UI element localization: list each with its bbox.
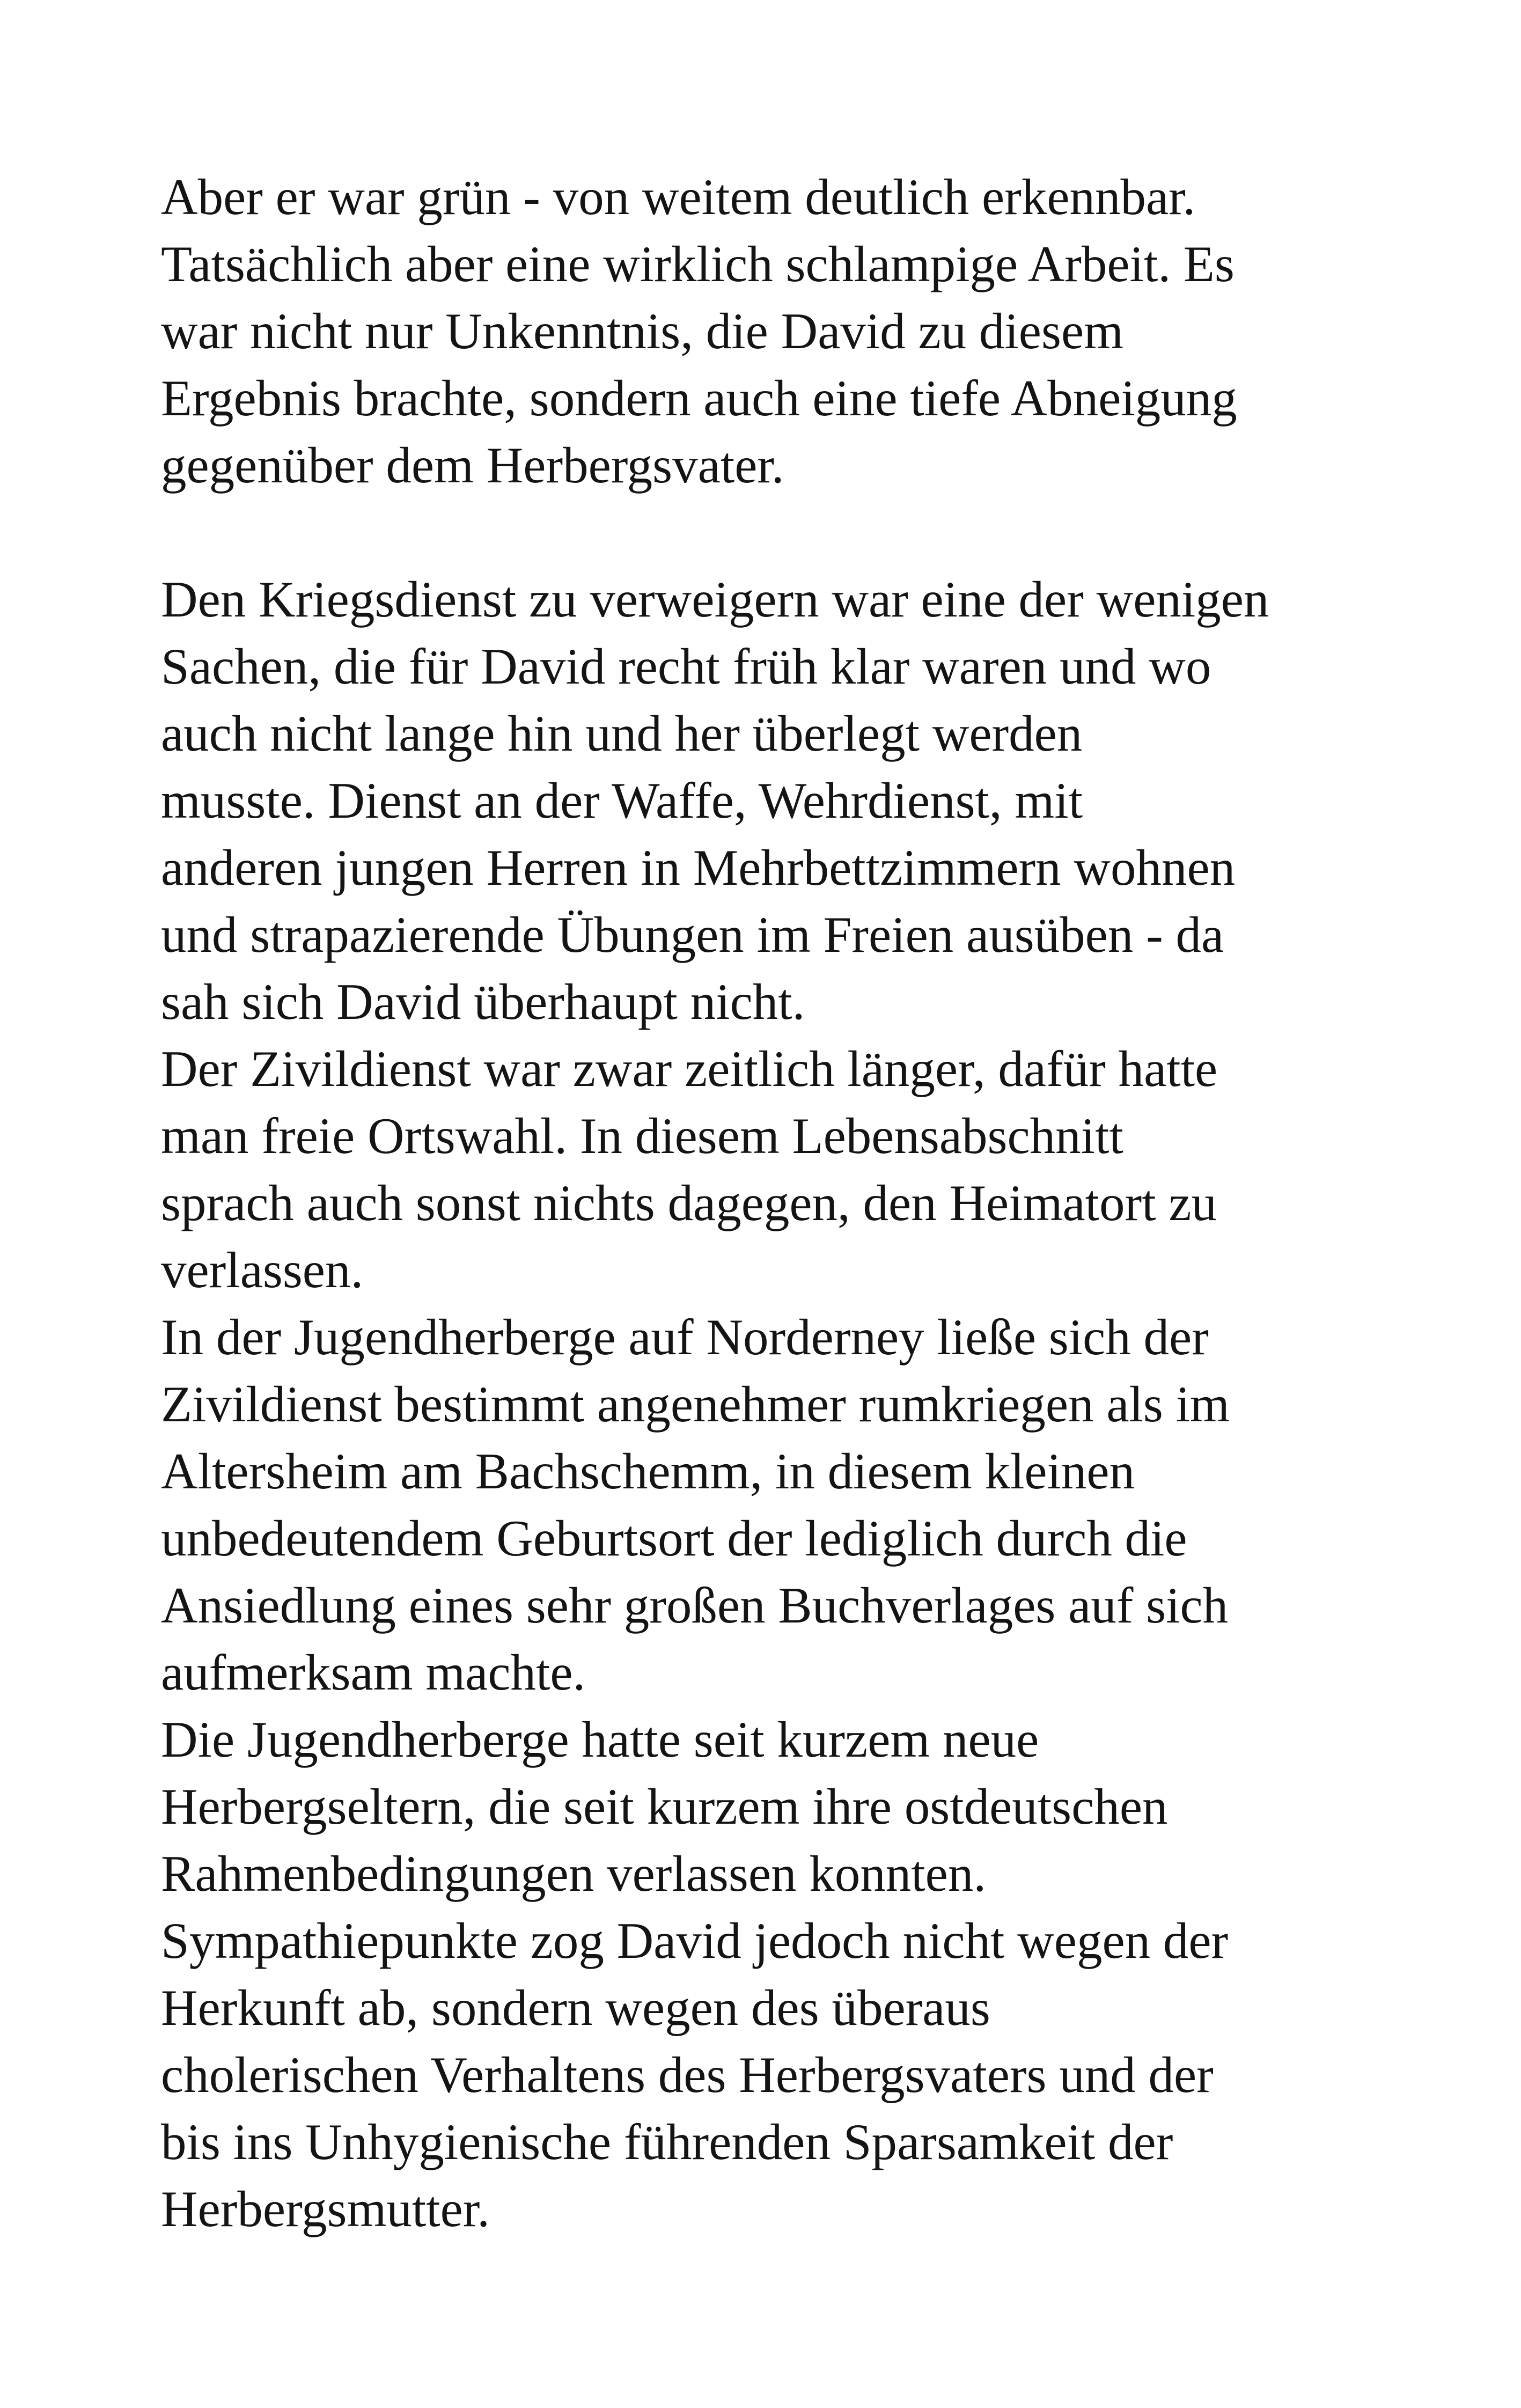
text-line: Ansiedlung eines sehr großen Buchverlages auf sich xyxy=(161,1577,1229,1634)
text-line: Ergebnis brachte, sondern auch eine tiefe Abneigung xyxy=(161,370,1237,427)
text-line: war nicht nur Unkenntnis, die David zu diesem xyxy=(161,303,1124,359)
text-line: Der Zivildienst war zwar zeitlich länger, dafür hatte xyxy=(161,1040,1218,1097)
text-line: Herbergseltern, die seit kurzem ihre ostdeutschen xyxy=(161,1778,1168,1835)
text-line: Den Kriegsdienst zu verweigern war eine der wenigen xyxy=(161,571,1269,628)
text-line: Tatsächlich aber eine wirklich schlampige Arbeit. Es xyxy=(161,236,1235,292)
text-line: gegenüber dem Herbergsvater. xyxy=(161,437,784,494)
paragraph-2 xyxy=(161,566,1384,1036)
text-line: Rahmenbedingungen verlassen konnten. xyxy=(161,1845,987,1902)
text-line: aufmerksam machte. xyxy=(161,1644,586,1701)
text-line: Herbergsmutter. xyxy=(161,2181,490,2237)
text-line: Zivildienst bestimmt angenehmer rumkriegen als im xyxy=(161,1376,1230,1433)
paragraph-5 xyxy=(161,1706,1384,2243)
text-line: Aber er war grün - von weitem deutlich erkennbar. xyxy=(161,168,1196,225)
text-line: Sachen, die für David recht früh klar waren und wo xyxy=(161,638,1211,695)
text-line: In der Jugendherberge auf Norderney ließe sich der xyxy=(161,1309,1209,1365)
paragraph-1 xyxy=(161,164,1384,499)
text-line: sah sich David überhaupt nicht. xyxy=(161,973,805,1030)
paragraph-3 xyxy=(161,1036,1384,1304)
text-line: musste. Dienst an der Waffe, Wehrdienst, mit xyxy=(161,772,1083,829)
text-line: Sympathiepunkte zog David jedoch nicht wegen der xyxy=(161,1912,1229,1969)
text-line: und strapazierende Übungen im Freien ausüben - da xyxy=(161,906,1224,963)
text-line: anderen jungen Herren in Mehrbettzimmern wohnen xyxy=(161,839,1236,896)
text-line: Altersheim am Bachschemm, in diesem kleinen xyxy=(161,1443,1135,1500)
document-body xyxy=(161,164,1384,2243)
text-line: auch nicht lange hin und her überlegt werden xyxy=(161,705,1083,762)
text-line: verlassen. xyxy=(161,1242,364,1298)
text-line: Die Jugendherberge hatte seit kurzem neue xyxy=(161,1711,1039,1768)
text-line: man freie Ortswahl. In diesem Lebensabschnitt xyxy=(161,1107,1123,1164)
text-line: sprach auch sonst nichts dagegen, den Heimatort zu xyxy=(161,1174,1217,1231)
paragraph-4 xyxy=(161,1304,1384,1706)
text-line: cholerischen Verhaltens des Herbergsvaters und der xyxy=(161,2046,1214,2103)
text-line: bis ins Unhygienische führenden Sparsamkeit der xyxy=(161,2113,1173,2170)
text-line: unbedeutendem Geburtsort der lediglich durch die xyxy=(161,1510,1187,1567)
text-line: Herkunft ab, sondern wegen des überaus xyxy=(161,1979,990,2036)
